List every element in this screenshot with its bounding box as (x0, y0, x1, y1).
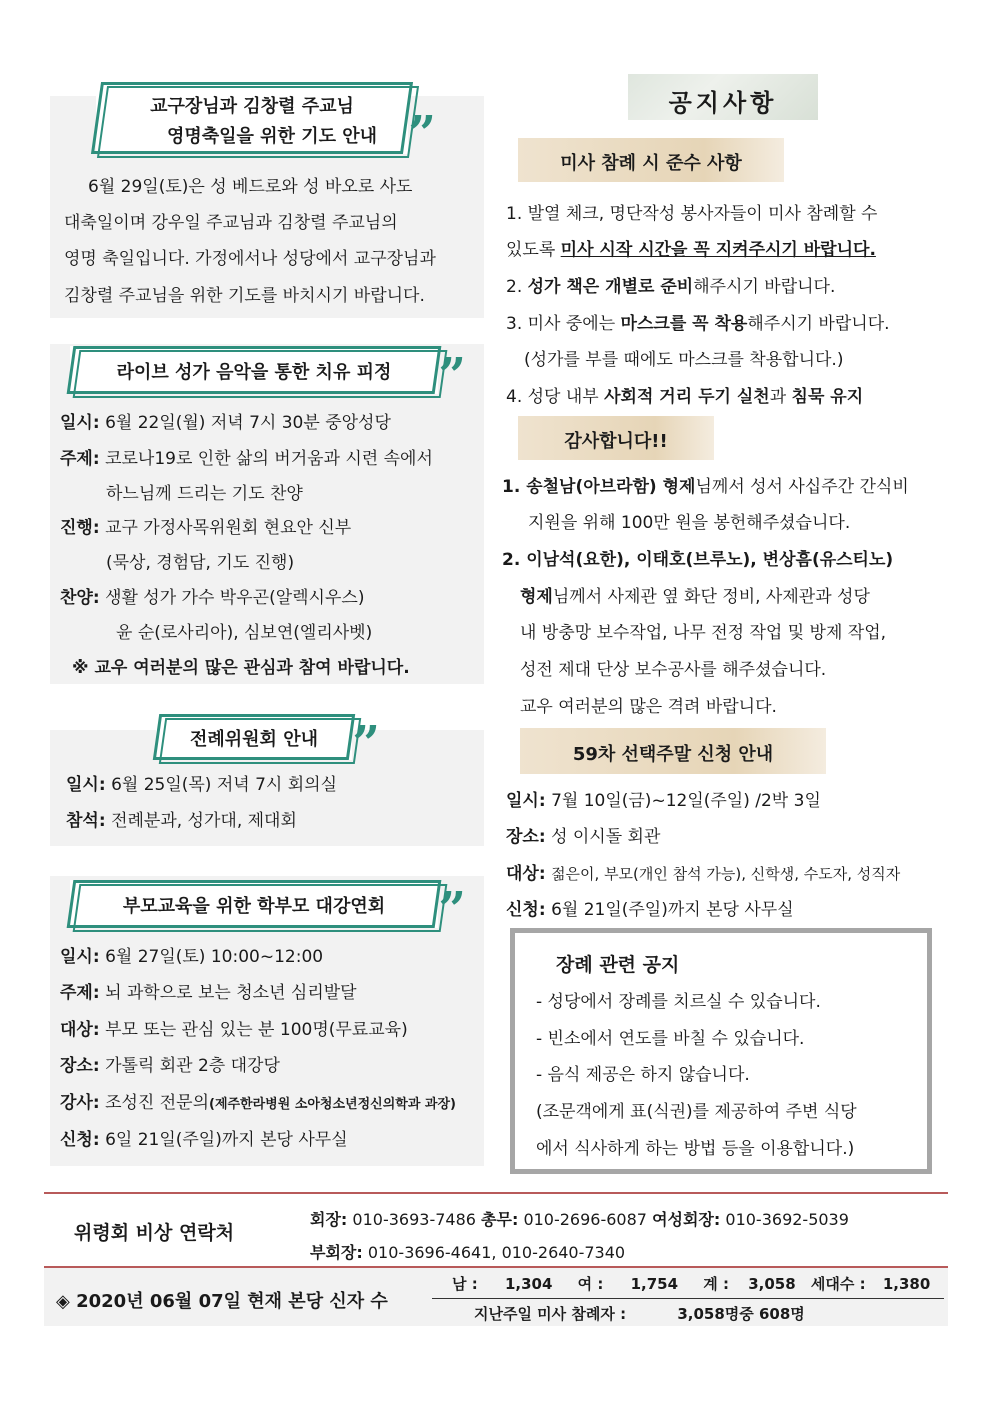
stats-row-2 (474, 1303, 805, 1324)
mass-tag (518, 138, 784, 182)
contact-row-1 (310, 1207, 849, 1230)
mass-title: 미사 참례 시 준수 사항 (560, 153, 742, 174)
parent-topic-label: 주제: (60, 983, 100, 1003)
thanks-item-2-line3: 내 방충망 보수작업, 나무 전정 작업 및 방제 작업, (520, 623, 887, 643)
contact-chair: 010-3693-7486 (352, 1210, 476, 1229)
parent-banner (70, 880, 466, 938)
parent-topic-value: 뇌 과학으로 보는 청소년 심리발달 (105, 983, 357, 1003)
mass-item-3 (506, 309, 890, 334)
stats-female: 1,754 (630, 1275, 679, 1293)
contact-women-label: 여성회장: (652, 1210, 721, 1229)
prayer-banner (96, 82, 436, 162)
parent-title: 부모교육을 위한 학부모 대강연회 (122, 896, 386, 917)
live-date-value: 6월 22일(월) 저녁 7시 30분 중앙성당 (105, 413, 391, 433)
mass-item-4-emph: 사회적 거리 두기 실천 (604, 387, 770, 407)
contact-women: 010-3692-5039 (725, 1210, 849, 1229)
quote-icon: ” (352, 716, 380, 772)
weekend-place (506, 822, 660, 847)
stats-total-label: 계 : (703, 1275, 729, 1293)
parent-apply-value: 6일 21일(주일)까지 본당 사무실 (105, 1130, 348, 1150)
thanks-item-1 (502, 472, 909, 497)
parent-date-value: 6월 27일(토) 10:00~12:00 (105, 947, 324, 967)
mass-item-1: 1. 발열 체크, 명단작성 봉사자들이 미사 참례할 수 (506, 204, 878, 224)
liturgy-attend-label: 참석: (66, 811, 106, 831)
live-topic-label: 주제: (60, 449, 100, 469)
parent-topic (60, 978, 357, 1003)
live-date-label: 일시: (60, 413, 100, 433)
notice-header (628, 74, 818, 120)
footer-divider-top (44, 1192, 948, 1194)
funeral-title: 장례 관련 공지 (556, 954, 680, 976)
weekend-date-value: 7월 10일(금)~12일(주일) /2박 3일 (551, 791, 821, 811)
liturgy-date (66, 770, 337, 795)
weekend-place-label: 장소: (506, 827, 546, 847)
weekend-target-value: 젊은이, 부모(개인 참석 가능), 신학생, 수도자, 성직자 (551, 865, 901, 883)
parent-target (60, 1015, 408, 1040)
mass-item-3-emph: 마스크를 꼭 착용 (620, 314, 748, 334)
thanks-item-1-rest: 님께서 성서 사십주간 간식비 (695, 477, 909, 497)
live-lead-value: 교구 가정사목위원회 현요안 신부 (105, 518, 352, 538)
parent-target-label: 대상: (60, 1020, 100, 1040)
thanks-item-1-cont: 지원을 위해 100만 원을 봉헌해주셨습니다. (528, 513, 851, 533)
parent-speaker-note: (제주한라병원 소아청소년정신의학과 과장) (209, 1097, 456, 1112)
mass-item-1-cont (506, 235, 876, 260)
weekend-place-value: 성 이시돌 회관 (551, 827, 661, 847)
live-lead-2: (묵상, 경험담, 기도 진행) (106, 553, 295, 573)
liturgy-banner (156, 714, 380, 772)
mass-item-2-emph: 성가 책은 개별로 준비 (527, 277, 694, 297)
live-topic (60, 444, 433, 469)
prayer-line-2: 대축일이며 강우일 주교님과 김창렬 주교님의 (64, 213, 398, 233)
liturgy-title: 전례위원회 안내 (190, 729, 318, 750)
contact-sec: 010-2696-6087 (523, 1210, 647, 1229)
live-praise-label: 찬양: (60, 588, 100, 608)
prayer-line-3: 영명 축일입니다. 가정에서나 성당에서 교구장님과 (64, 249, 436, 269)
contact-vice: 010-3696-4641, 010-2640-7340 (367, 1243, 626, 1262)
mass-item-2-num: 2. (506, 277, 528, 297)
mass-item-4-emph2: 침묵 유지 (791, 387, 864, 407)
parent-place-value: 가톨릭 회관 2층 대강당 (105, 1056, 280, 1076)
weekend-target (506, 859, 900, 884)
thanks-item-2-line4: 성전 제대 단상 보수공사를 해주셨습니다. (520, 660, 827, 680)
funeral-line-2: - 빈소에서 연도를 바칠 수 있습니다. (536, 1029, 805, 1049)
prayer-line-1: 6월 29일(토)은 성 베드로와 성 바오로 사도 (88, 177, 413, 197)
mass-item-3-rest: 해주시기 바랍니다. (747, 314, 890, 334)
parent-place-label: 장소: (60, 1056, 100, 1076)
thanks-item-2-rest: 님께서 사제관 옆 화단 정비, 사제관과 성당 (552, 587, 870, 607)
live-praise (60, 583, 364, 608)
funeral-line-4: (조문객에게 표(식권)를 제공하여 주변 식당 (536, 1102, 857, 1122)
parent-place (60, 1051, 280, 1076)
contact-row-2 (310, 1240, 625, 1263)
parent-apply-label: 신청: (60, 1130, 100, 1150)
mass-item-3-prefix: 3. 미사 중에는 (506, 314, 621, 334)
liturgy-attend-value: 전례분과, 성가대, 제대회 (111, 811, 297, 831)
thanks-item-1-name: 1. 송철남(아브라함) 형제 (502, 477, 696, 497)
thanks-tag (518, 416, 714, 460)
weekend-target-label: 대상: (506, 864, 546, 884)
mass-item-2-rest: 해주시기 바랍니다. (693, 277, 836, 297)
live-lead (60, 513, 351, 538)
mass-item-4 (506, 382, 863, 407)
stats-male: 1,304 (504, 1275, 553, 1293)
live-topic-value: 코로나19로 인한 삶의 버거움과 시련 속에서 (105, 449, 433, 469)
mass-item-1-emph: 미사 시작 시간을 꼭 지켜주시기 바랍니다. (560, 240, 876, 260)
weekend-apply-value: 6월 21일(주일)까지 본당 사무실 (551, 900, 794, 920)
contact-sec-label: 총무: (481, 1210, 519, 1229)
weekend-date-label: 일시: (506, 791, 546, 811)
mass-item-4-mid: 과 (769, 387, 792, 407)
parent-speaker-label: 강사: (60, 1093, 100, 1113)
stats-female-label: 여 : (577, 1275, 604, 1293)
live-praise-value: 생활 성가 가수 박우곤(알렉시우스) (105, 588, 365, 608)
parent-apply (60, 1125, 348, 1150)
prayer-line-4: 김창렬 주교님을 위한 기도를 바치시기 바랍니다. (64, 286, 425, 306)
live-banner (70, 346, 466, 404)
thanks-title: 감사합니다!! (564, 431, 668, 452)
live-praise-2: 윤 순(로사리아), 심보연(엘리사벳) (116, 623, 373, 643)
thanks-item-2: 2. 이남석(요한), 이태호(브루노), 변상흠(유스티노) (502, 550, 894, 570)
parent-speaker (60, 1088, 456, 1113)
live-note: ※ 교우 여러분의 많은 관심과 참여 바랍니다. (72, 658, 410, 678)
stats-mass: 3,058명중 608명 (677, 1305, 805, 1323)
weekend-apply (506, 895, 794, 920)
funeral-line-5: 에서 식사하게 하는 방법 등을 이용합니다.) (536, 1139, 855, 1159)
parent-date (60, 942, 323, 967)
stats-mass-label: 지난주일 미사 참례자 : (474, 1305, 627, 1323)
stats-house-label: 세대수 : (810, 1275, 866, 1293)
prayer-title-2: 영명축일을 위한 기도 안내 (166, 126, 378, 147)
funeral-line-1: - 성당에서 장례를 치르실 수 있습니다. (536, 992, 821, 1012)
quote-icon: ” (438, 348, 466, 404)
weekend-apply-label: 신청: (506, 900, 546, 920)
live-topic-2: 하느님께 드리는 기도 찬양 (106, 484, 303, 504)
thanks-closing: 교우 여러분의 많은 격려 바랍니다. (520, 697, 777, 717)
liturgy-attend (66, 806, 297, 831)
weekend-title: 59차 선택주말 신청 안내 (572, 744, 774, 765)
mass-item-4-prefix: 4. 성당 내부 (506, 387, 605, 407)
live-date (60, 408, 391, 433)
parent-speaker-value: 조성진 전문의 (105, 1093, 209, 1113)
thanks-item-2-cont (520, 582, 870, 607)
liturgy-date-value: 6월 25일(목) 저녁 7시 회의실 (111, 775, 338, 795)
stats-total: 3,058 (748, 1275, 796, 1293)
stats-house: 1,380 (882, 1275, 931, 1293)
contact-vice-label: 부회장: (310, 1243, 363, 1262)
liturgy-date-label: 일시: (66, 775, 106, 795)
notice-header-text: 공지사항 (668, 89, 778, 117)
contact-title: 위령회 비상 연락처 (74, 1222, 235, 1244)
thanks-item-2-brother: 형제 (520, 587, 553, 607)
prayer-title-1: 교구장님과 김창렬 주교님 (150, 96, 354, 117)
mass-item-2 (506, 272, 835, 297)
parent-date-label: 일시: (60, 947, 100, 967)
stats-male-label: 남 : (452, 1275, 478, 1293)
quote-icon: ” (438, 882, 466, 938)
stats-inner-divider (432, 1298, 944, 1299)
stats-row-1 (452, 1273, 930, 1294)
parent-target-value: 부모 또는 관심 있는 분 100명(무료교육) (105, 1020, 408, 1040)
funeral-line-3: - 음식 제공은 하지 않습니다. (536, 1065, 750, 1085)
weekend-tag (520, 728, 826, 774)
contact-chair-label: 회장: (310, 1210, 348, 1229)
live-title: 라이브 성가 음악을 통한 치유 피정 (116, 362, 392, 383)
mass-item-1-prefix: 있도록 (506, 240, 561, 260)
weekend-date (506, 786, 821, 811)
quote-icon: ” (408, 106, 436, 162)
live-lead-label: 진행: (60, 518, 100, 538)
mass-item-3-note: (성가를 부를 때에도 마스크를 착용합니다.) (524, 350, 844, 370)
stats-title: ◈ 2020년 06월 07일 현재 본당 신자 수 (56, 1291, 388, 1312)
